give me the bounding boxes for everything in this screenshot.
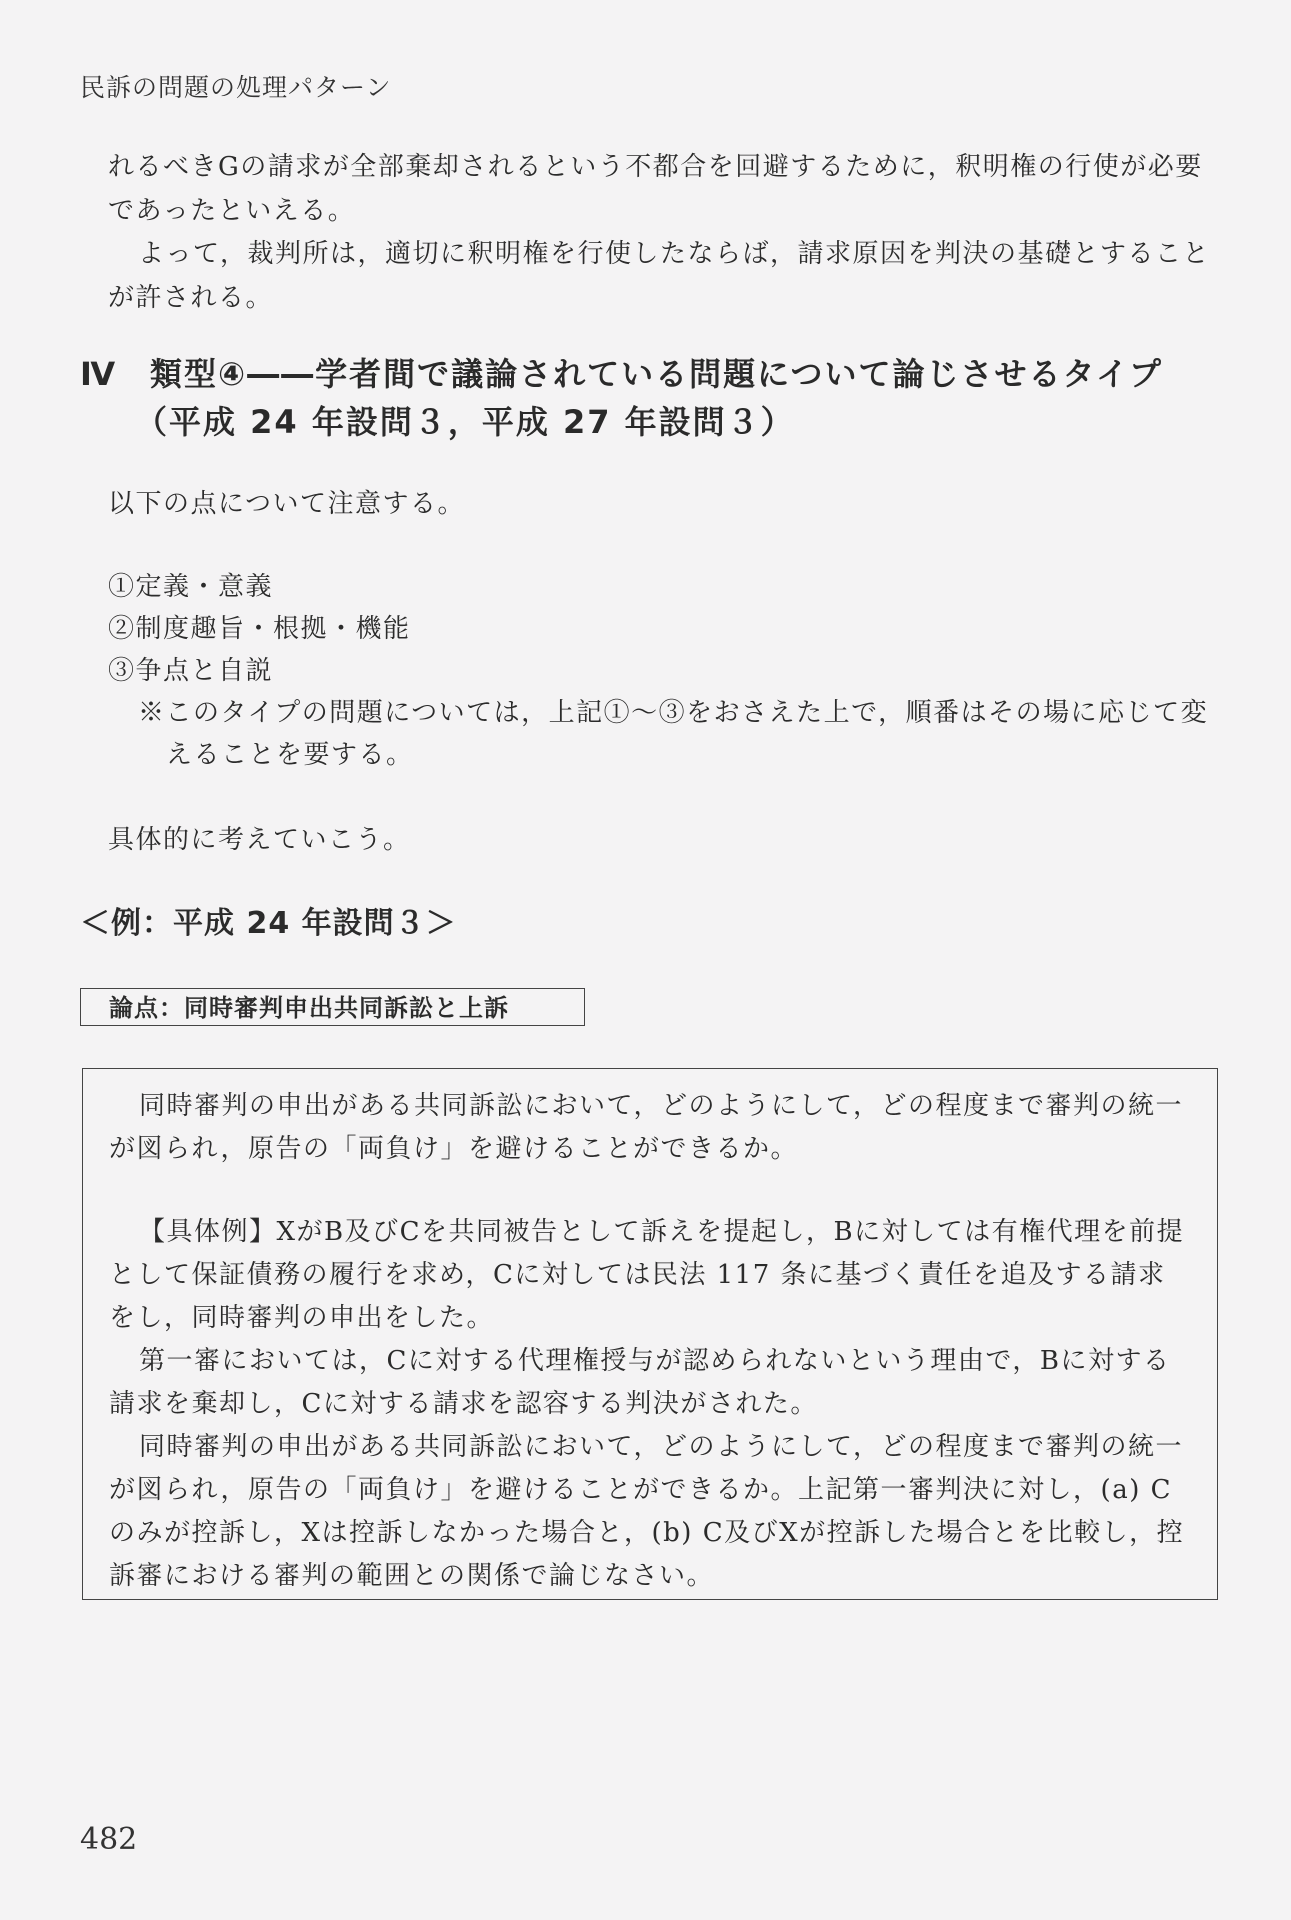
section-heading	[80, 350, 1230, 446]
page-number: 482	[80, 1822, 138, 1857]
example-title: ＜例：平成 24 年設問３＞	[80, 906, 457, 941]
note-line-1: ※このタイプの問題については，上記①～③をおさえた上で，順番はその場に応じて変	[138, 698, 1209, 728]
point-issues: ③争点と自説	[108, 656, 274, 686]
points-list	[108, 566, 1223, 776]
example-box	[82, 1068, 1218, 1600]
example-case-3: 同時審判の申出がある共同訴訟において，どのようにして，どの程度まで審判の統一が図られ，原告の「両負け」を避けることができるか。上記第一審判決に対し，(a) Cのみが控訴し，Xは控訴しなかった場合と，(b) C及びXが控訴した場合とを比較し，控訴審における審判の範囲との関係で論じなさい。	[109, 1432, 1185, 1591]
section-title: 類型④――学者間で議論されている問題について論じさせるタイプ	[150, 355, 1163, 393]
point-purpose: ②制度趣旨・根拠・機能	[108, 614, 411, 644]
intro-paragraph-1: れるべきGの請求が全部棄却されるという不都合を回避するために，釈明権の行使が必要であったといえる。	[108, 152, 1203, 226]
section-subtitle: （平成 24 年設問３，平成 27 年設問３）	[135, 403, 795, 441]
note-line-2: えることを要する。	[166, 740, 414, 770]
section-number: Ⅳ	[80, 355, 118, 393]
concrete-text: 具体的に考えていこう。	[108, 825, 411, 855]
point-definition: ①定義・意義	[108, 572, 274, 602]
intro-paragraph-2: よって，裁判所は，適切に釈明権を行使したならば，請求原因を判決の基礎とすることが許される。	[108, 239, 1210, 313]
example-case-2: 第一審においては，Cに対する代理権授与が認められないという理由で，Bに対する請求を棄却し，Cに対する請求を認容する判決がされた。	[109, 1346, 1171, 1419]
example-question: 同時審判の申出がある共同訴訟において，どのようにして，どの程度まで審判の統一が図られ，原告の「両負け」を避けることができるか。	[109, 1091, 1183, 1164]
lead-text: 以下の点について注意する。	[108, 489, 465, 519]
example-case-1: 【具体例】XがB及びCを共同被告として訴えを提起し，Bに対しては有権代理を前提として保証債務の履行を求め，Cに対しては民法 117 条に基づく責任を追及する請求をし，同時審判の申出をした。	[109, 1217, 1185, 1333]
running-header: 民訴の問題の処理パターン	[80, 73, 392, 102]
issue-tag: 論点：同時審判申出共同訴訟と上訴	[80, 988, 585, 1026]
